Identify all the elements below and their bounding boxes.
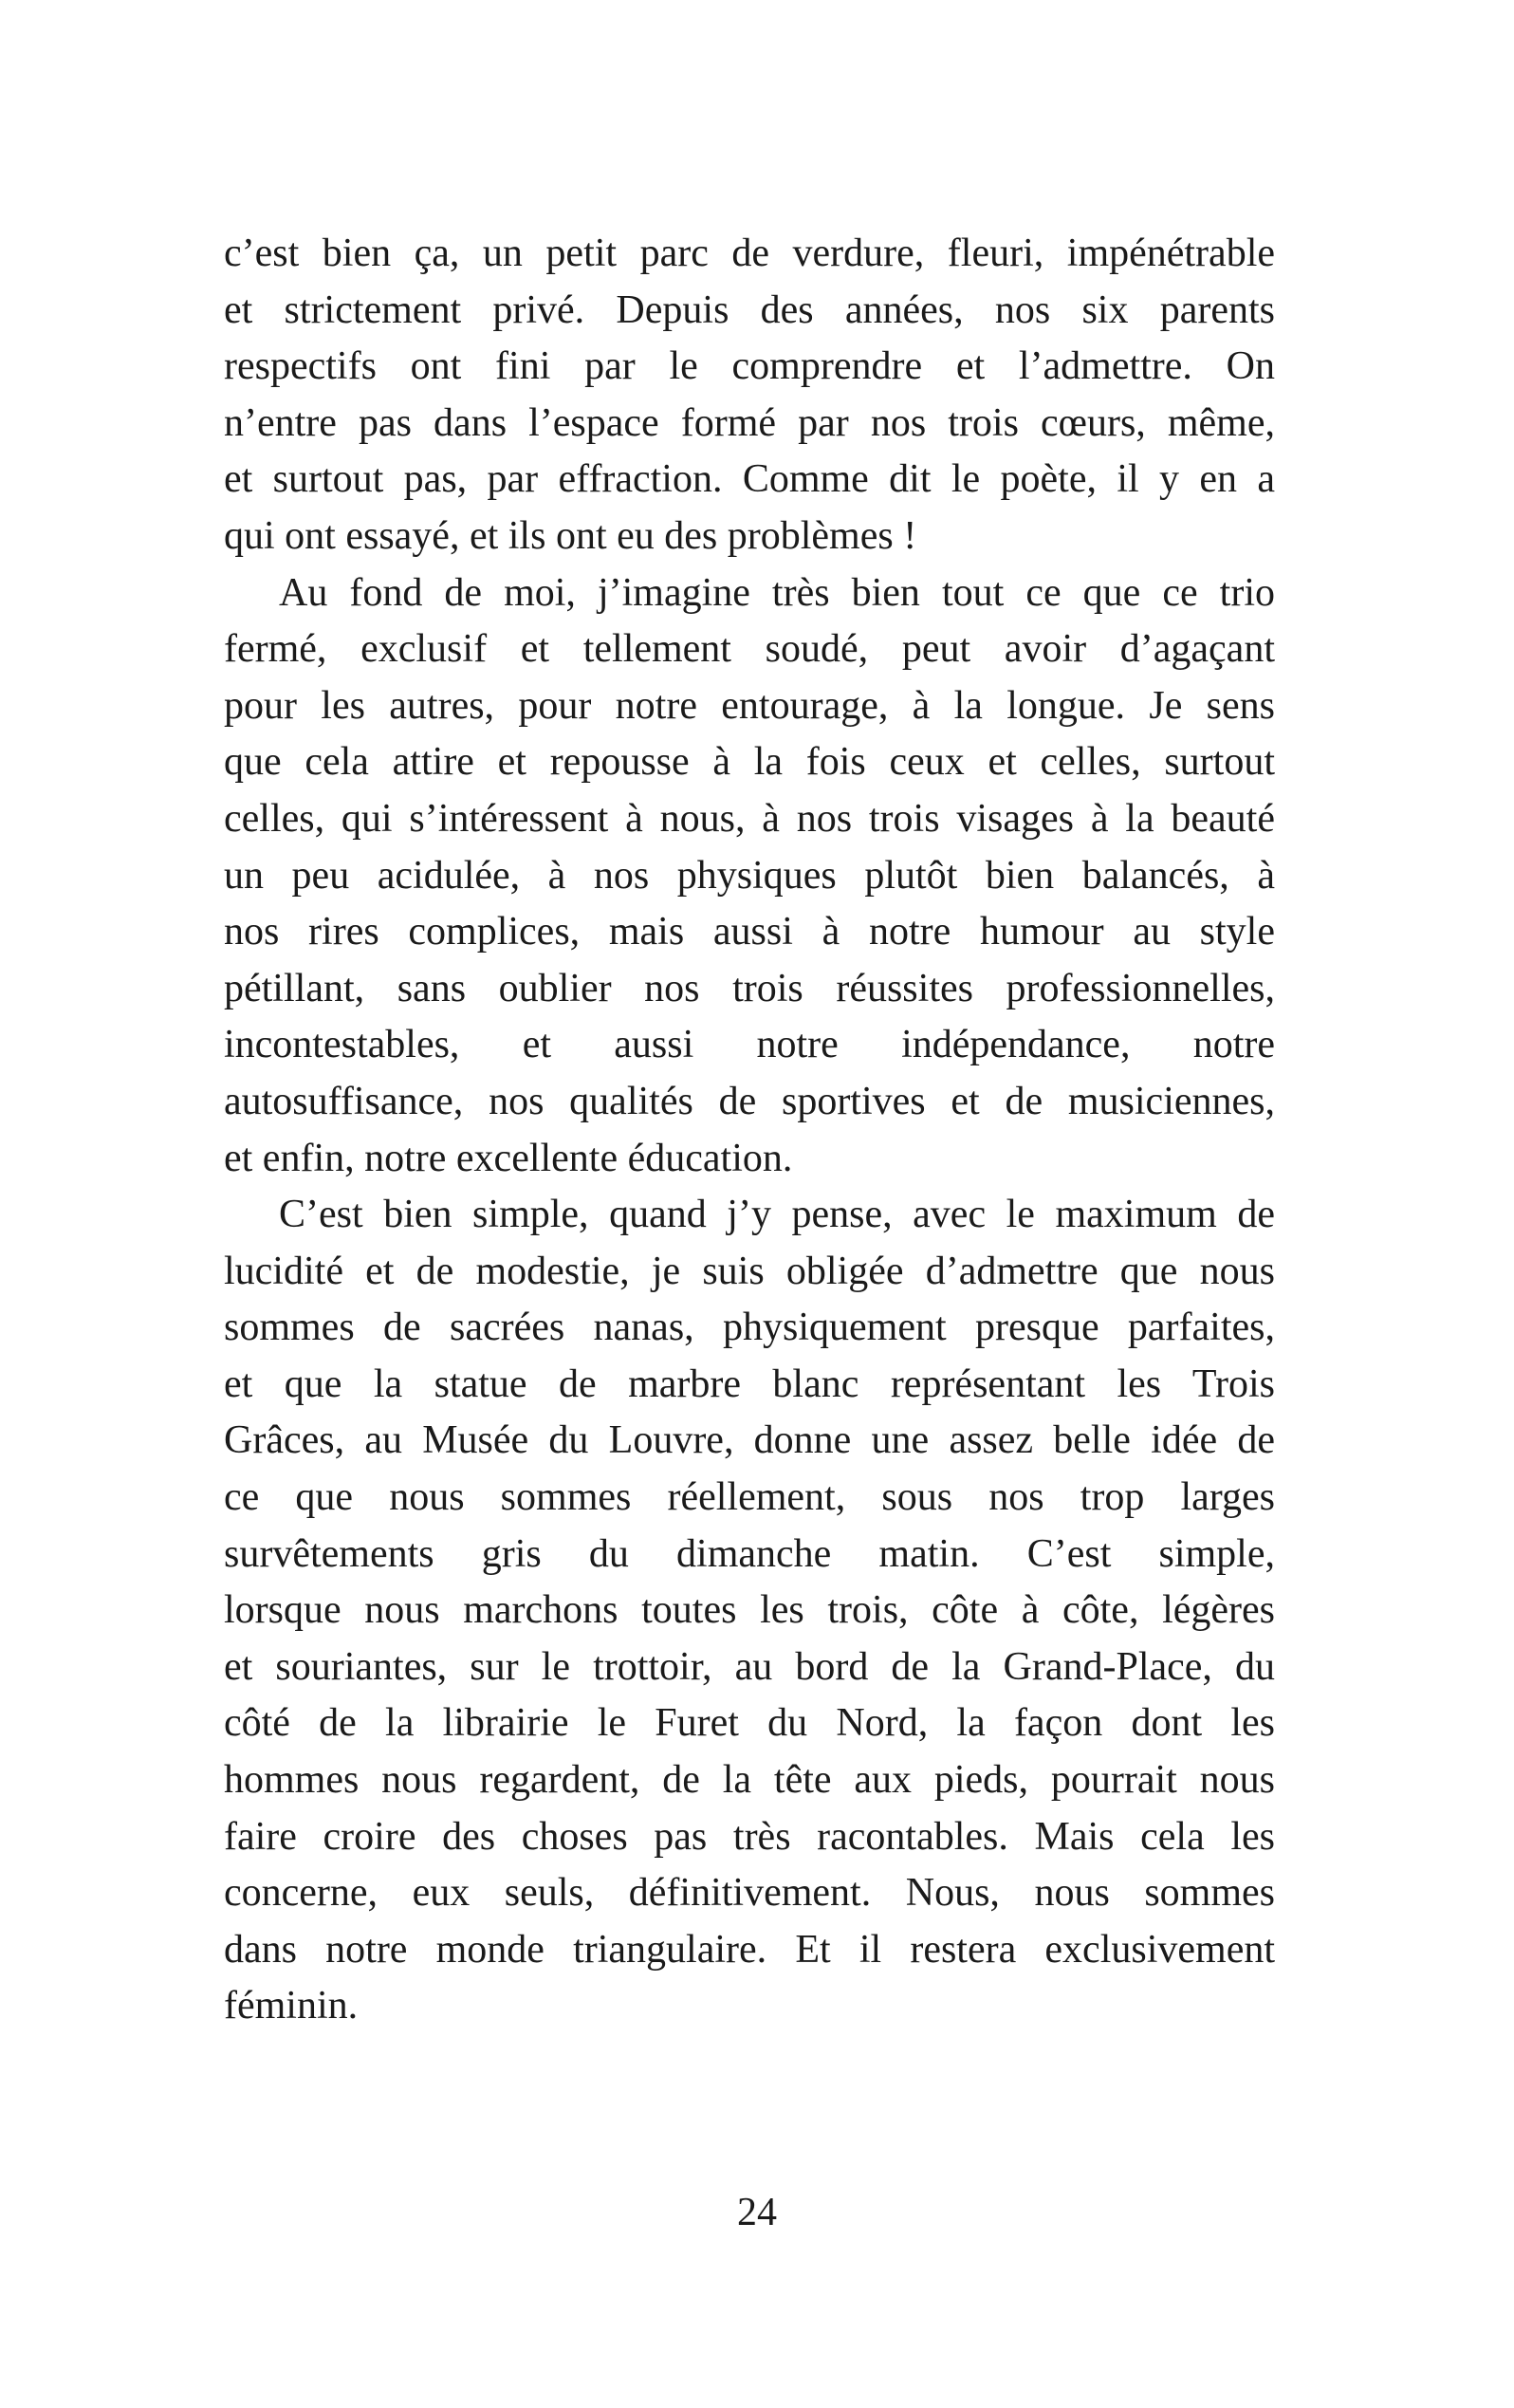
text-line: incontestables, et aussi notre indépendance, notre <box>224 1023 1275 1067</box>
paragraph-2 <box>224 565 1275 1188</box>
text-line: sommes de sacrées nanas, physiquement presque parfaites, <box>224 1306 1275 1350</box>
text-line: féminin. <box>224 1984 359 2028</box>
text-line: n’entre pas dans l’espace formé par nos trois cœurs, même, <box>224 400 1275 445</box>
text-line: un peu acidulée, à nos physiques plutôt bien balancés, à <box>224 853 1275 898</box>
paragraph-3 <box>224 1187 1275 2035</box>
text-line: lucidité et de modestie, je suis obligée d’admettre que nous <box>224 1249 1275 1293</box>
text-line: et surtout pas, par effraction. Comme dit le poète, il y en a <box>224 457 1275 502</box>
text-line: côté de la librairie le Furet du Nord, la façon dont les <box>224 1701 1275 1746</box>
text-line: hommes nous regardent, de la tête aux pieds, pourrait nous <box>224 1758 1275 1803</box>
text-line: nos rires complices, mais aussi à notre humour au style <box>224 910 1275 954</box>
text-line: c’est bien ça, un petit parc de verdure, fleuri, impénétrable <box>224 232 1275 275</box>
text-line: pétillant, sans oublier nos trois réussites professionnelles, <box>224 966 1275 1010</box>
text-line: Grâces, au Musée du Louvre, donne une assez belle idée de <box>224 1418 1275 1463</box>
text-line: survêtements gris du dimanche matin. C’est simple, <box>224 1531 1275 1576</box>
text-line: pour les autres, pour notre entourage, à la longue. Je sens <box>224 683 1275 728</box>
text-line: et strictement privé. Depuis des années, nos six parents <box>224 287 1275 332</box>
text-line: ce que nous sommes réellement, sous nos trop larges <box>224 1475 1275 1520</box>
paragraph-1 <box>224 226 1275 565</box>
text-line: autosuffisance, nos qualités de sportives et de musiciennes, <box>224 1079 1275 1123</box>
text-line: concerne, eux seuls, définitivement. Nous, nous sommes <box>224 1871 1275 1916</box>
text-line: qui ont essayé, et ils ont eu des problèmes ! <box>224 513 917 558</box>
text-line: Au fond de moi, j’imagine très bien tout ce que ce trio <box>279 570 1275 615</box>
page-body-text <box>224 226 1275 2035</box>
text-line: lorsque nous marchons toutes les trois, côte à côte, légères <box>224 1588 1275 1633</box>
text-line: et que la statue de marbre blanc représentant les Trois <box>224 1361 1275 1406</box>
text-line: C’est bien simple, quand j’y pense, avec le maximum de <box>279 1193 1275 1237</box>
text-line: fermé, exclusif et tellement soudé, peut avoir d’agaçant <box>224 627 1275 672</box>
text-line: faire croire des choses pas très racontables. Mais cela les <box>224 1814 1275 1859</box>
text-line: celles, qui s’intéressent à nous, à nos trois visages à la beauté <box>224 796 1275 841</box>
text-line: que cela attire et repousse à la fois ceux et celles, surtout <box>224 740 1275 785</box>
text-line: dans notre monde triangulaire. Et il restera exclusivement <box>224 1927 1275 1972</box>
page-number: 24 <box>737 2191 777 2234</box>
text-line: respectifs ont fini par le comprendre et l’admettre. On <box>224 344 1275 389</box>
text-line: et souriantes, sur le trottoir, au bord de la Grand-Place, du <box>224 1644 1275 1689</box>
text-line: et enfin, notre excellente éducation. <box>224 1136 793 1180</box>
